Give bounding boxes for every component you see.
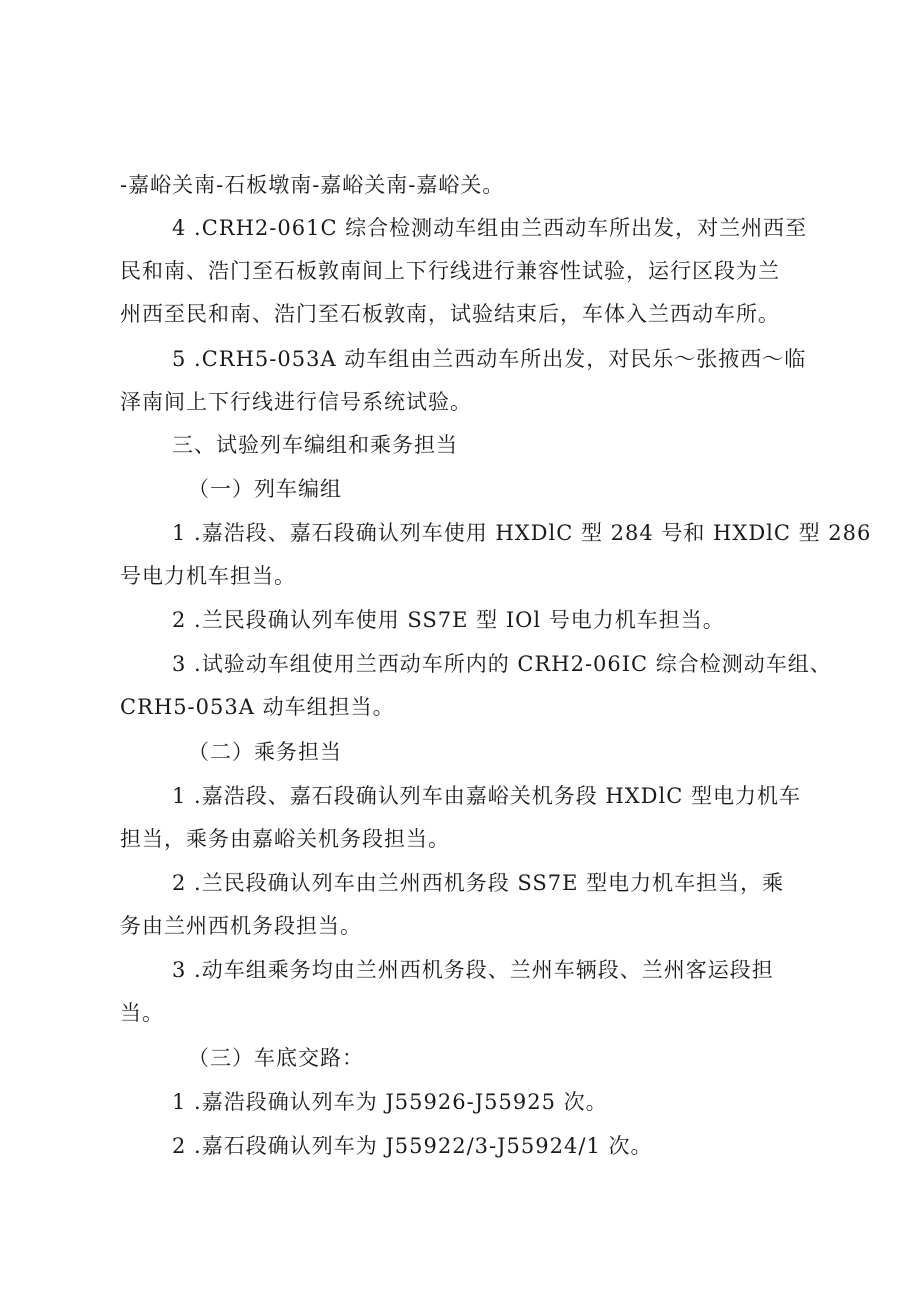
list-item-2: 2 .兰民段确认列车使用 SS7E 型 IOl 号电力机车担当。 [172,608,725,632]
list-item-3: 3 .试验动车组使用兰西动车所内的 CRH2-06IC 综合检测动车组、 [172,652,832,676]
list-item-4: 4 .CRH2-061C 综合检测动车组由兰西动车所出发，对兰州西至 [172,216,808,240]
list-item-3: 3 .动车组乘务均由兰州西机务段、兰州车辆段、兰州客运段担 [172,958,774,982]
section-heading: 三、试验列车编组和乘务担当 [172,433,458,457]
text-line: 泽南间上下行线进行信号系统试验。 [120,390,472,414]
text-line: 务由兰州西机务段担当。 [120,914,362,938]
list-item-1: 1 .嘉浩段、嘉石段确认列车由嘉峪关机务段 HXDlC 型电力机车 [172,784,801,808]
subsection-heading: （一）列车编组 [188,477,342,501]
text-line: 州西至民和南、浩门至石板敦南，试验结束后，车体入兰西动车所。 [120,302,780,326]
text-line: 号电力机车担当。 [120,564,296,588]
list-item-2: 2 .嘉石段确认列车为 J55922/3-J55924/1 次。 [172,1134,653,1158]
text-line: -嘉峪关南-石板墩南-嘉峪关南-嘉峪关。 [120,173,505,197]
text-line: CRH5-053A 动车组担当。 [120,695,395,719]
list-item-1: 1 .嘉浩段、嘉石段确认列车使用 HXDlC 型 284 号和 HXDlC 型 286 [172,521,872,545]
list-item-5: 5 .CRH5-053A 动车组由兰西动车所出发，对民乐～张掖西～临 [172,347,807,371]
text-line: 当。 [120,1001,164,1025]
list-item-2: 2 .兰民段确认列车由兰州西机务段 SS7E 型电力机车担当，乘 [172,871,785,895]
subsection-heading: （三）车底交路： [188,1046,364,1070]
subsection-heading: （二）乘务担当 [188,740,342,764]
text-line: 担当，乘务由嘉峪关机务段担当。 [120,827,450,851]
list-item-1: 1 .嘉浩段确认列车为 J55926-J55925 次。 [172,1090,608,1114]
text-line: 民和南、浩门至石板敦南间上下行线进行兼容性试验，运行区段为兰 [120,259,780,283]
